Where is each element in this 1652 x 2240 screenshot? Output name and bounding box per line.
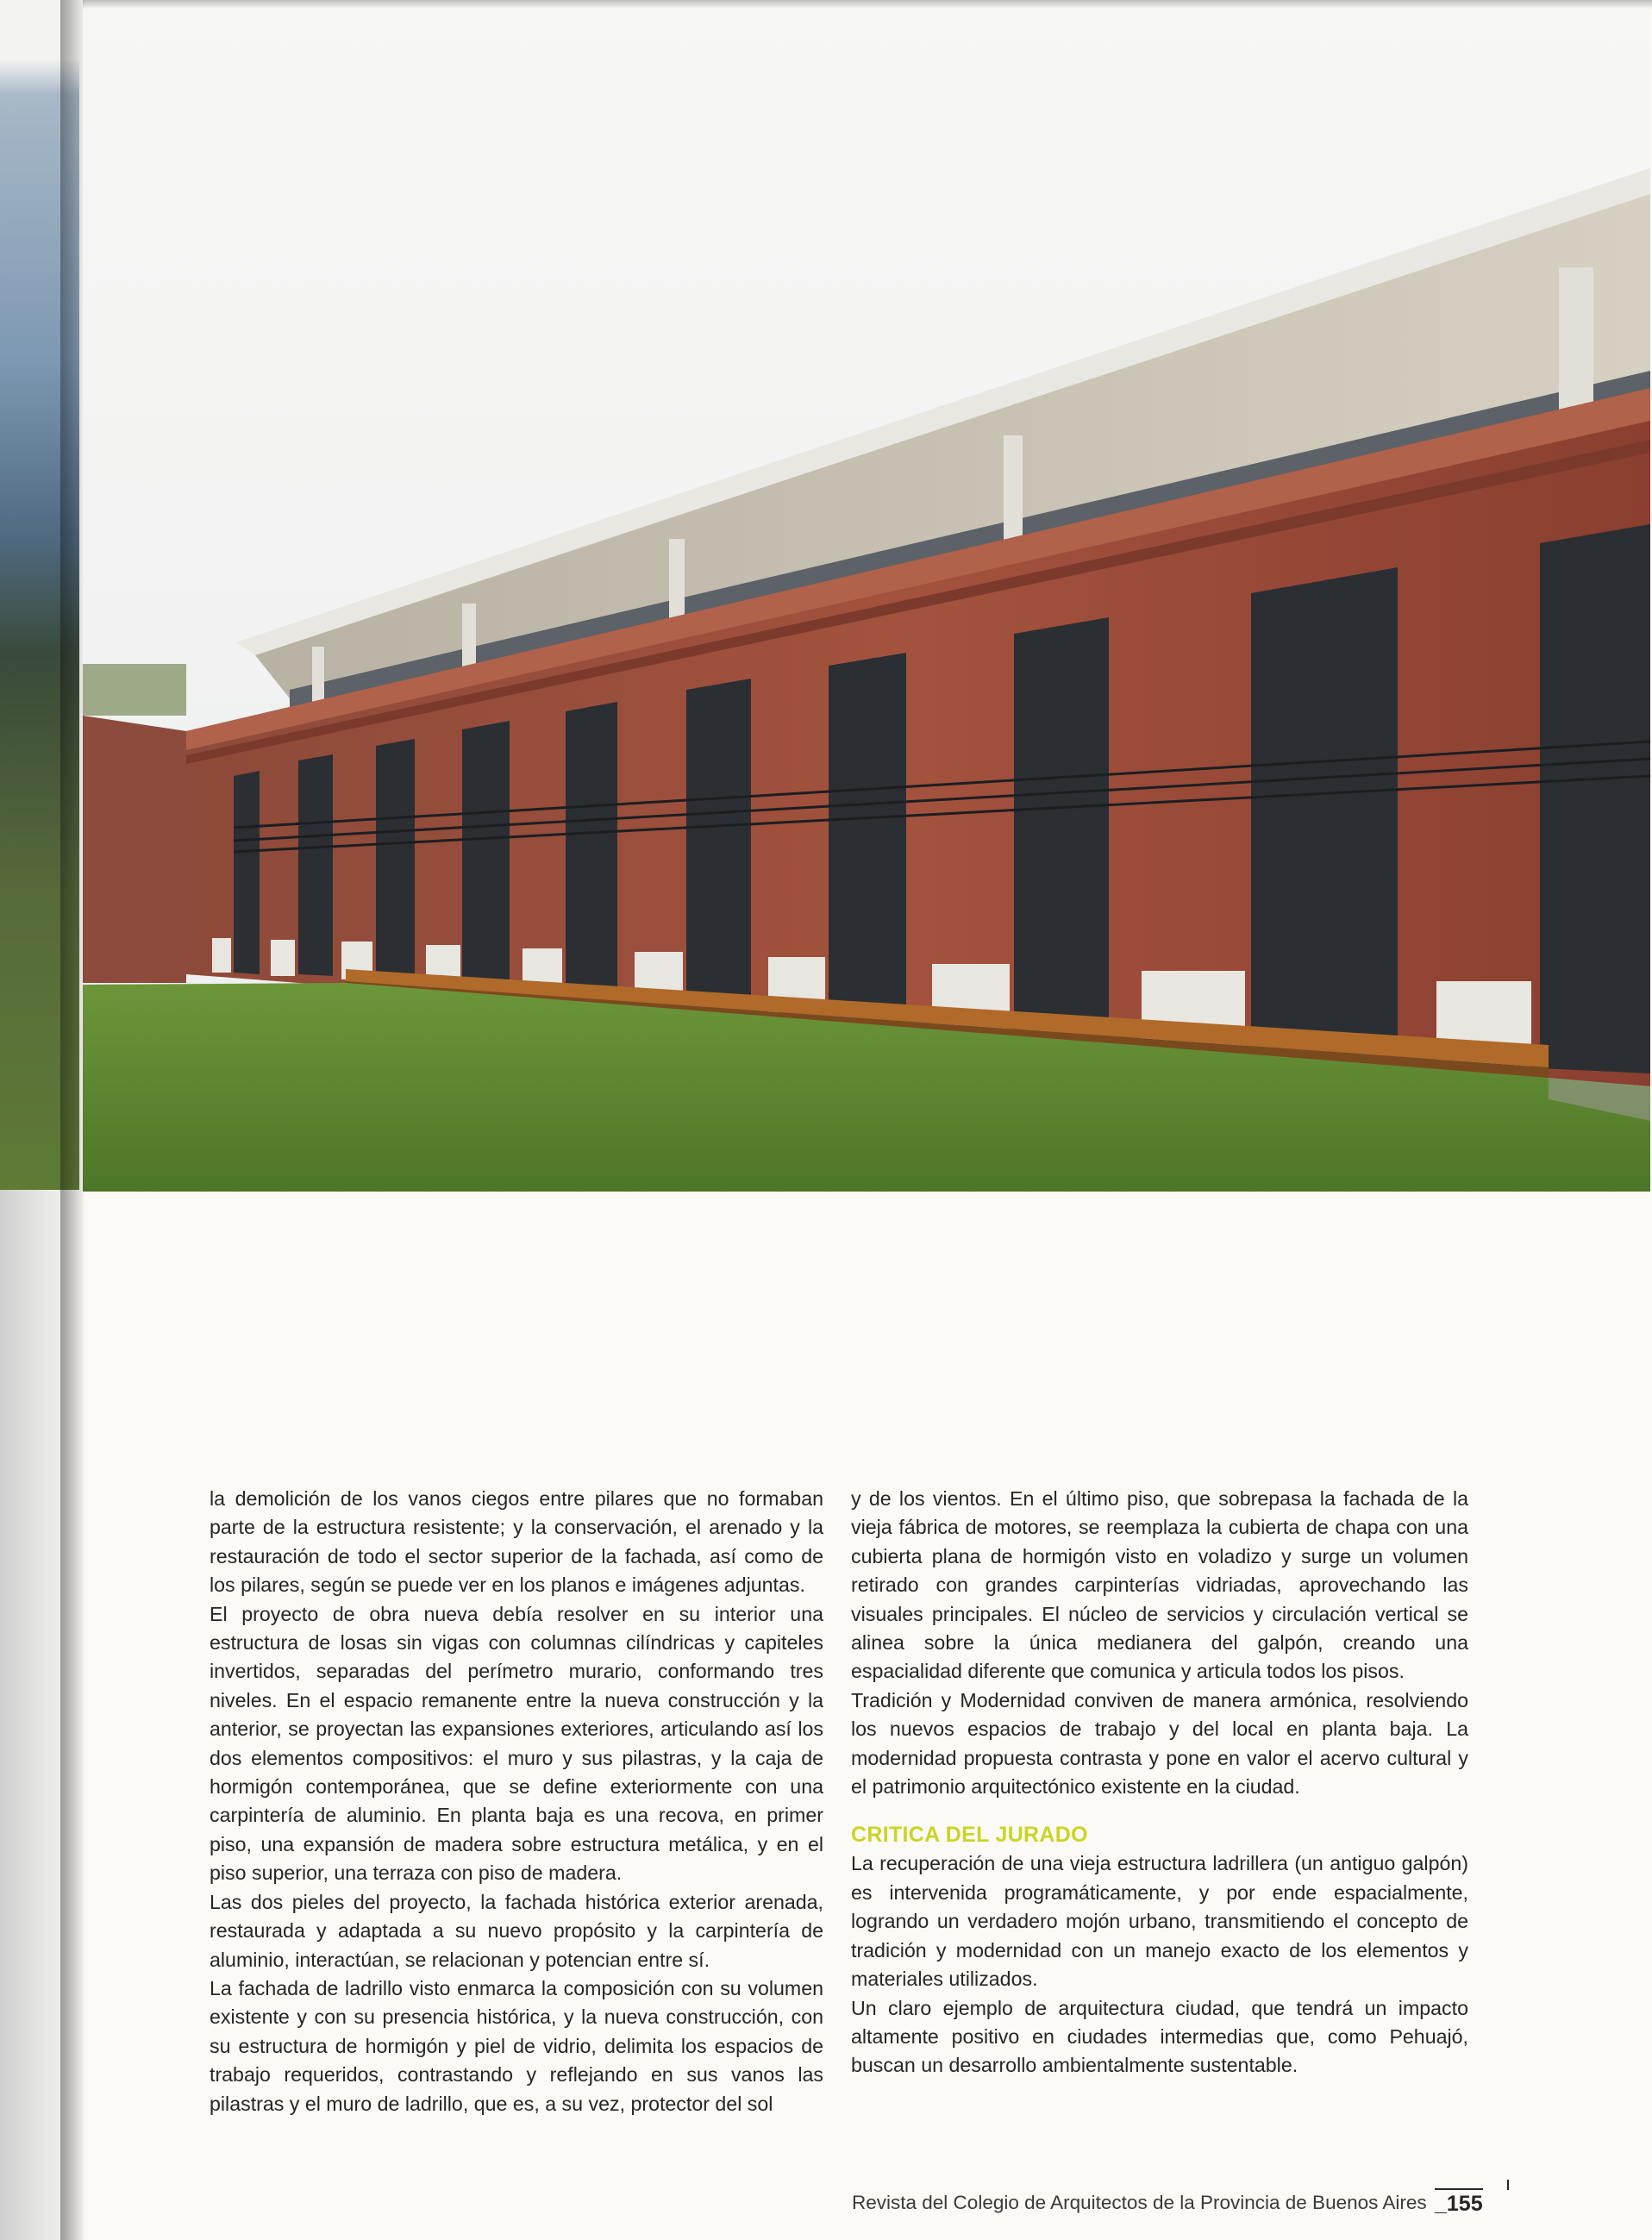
paragraph: La recuperación de una vieja estructura ladrillera (un antiguo galpón) es intervenida programáticamente, y por ende espacialmente, logrando un verdadero mojón urbano, transmitiendo el concepto de tradición y modernidad con un manejo exacto de los elementos y materiales utilizados. <box>851 1852 1468 1991</box>
building-illustration <box>83 9 1650 1192</box>
corner-mark <box>1507 2180 1509 2190</box>
paragraph: Un claro ejemplo de arquitectura ciudad, que tendrá un impacto altamente positivo en ciudades intermedias que, como Pehuajó, buscan un desarrollo ambientalmente sustentable. <box>851 1996 1468 2077</box>
page-gutter <box>0 0 83 2240</box>
paragraph: La fachada de ladrillo visto enmarca la composición con su volumen existente y con su presencia histórica, y la nueva construcción, con su estructura de hormigón y piel de vidrio, delimita los espacios de trabajo requeridos, contrastando y reflejando en sus vanos las pilastras y el muro de ladrillo, que es, a su vez, protector del sol <box>210 1976 823 2115</box>
paragraph: la demolición de los vanos ciegos entre pilares que no formaban parte de la estructura resistente; y la conservación, el arenado y la restauración de todo el sector superior de la fachada, así como de los pilares, según se puede ver en los planos e imágenes adjuntas. <box>210 1487 823 1597</box>
section-heading: CRITICA DEL JURADO <box>851 1823 1088 1848</box>
page-footer <box>852 2188 1507 2223</box>
publication-name: Revista del Colegio de Arquitectos de la Provincia de Buenos Aires <box>852 2192 1427 2213</box>
trees <box>83 664 186 716</box>
text-column-left <box>210 1485 823 2118</box>
page-top-edge <box>0 0 1652 9</box>
left-building <box>83 716 186 983</box>
page-number: _155 <box>1435 2188 1483 2217</box>
paragraph: Tradición y Modernidad conviven de manera armónica, resolviendo los nuevos espacios de trabajo y del local en planta baja. La modernidad propuesta contrasta y pone en valor el acervo cultural y el patrimonio arquitectónico existente en la ciudad. <box>851 1688 1468 1799</box>
paragraph: Las dos pieles del proyecto, la fachada histórica exterior arenada, restaurada y adaptada a su nuevo propósito y la carpintería de aluminio, interactúan, se relacionan y potencian entre sí. <box>210 1890 823 1971</box>
paragraph: y de los vientos. En el último piso, que sobrepasa la fachada de la vieja fábrica de motores, se reemplaza la cubierta de chapa con una cubierta plana de hormigón visto en voladizo y surge un volumen retirado con grandes carpinterías vidriadas, aprovechando las visuales principales. El núcleo de servicios y circulación vertical se alinea sobre la única medianera del galpón, creando una espacialidad diferente que comunica y articula todos los pisos. <box>851 1487 1468 1683</box>
text-column-right <box>851 1485 1468 2080</box>
building-photo <box>83 9 1650 1192</box>
paragraph: El proyecto de obra nueva debía resolver en su interior una estructura de losas sin vigas con columnas cilíndricas y capiteles invertidos, separadas del perímetro murario, conformando tres niveles. En el espacio remanente entre la nueva construcción y la anterior, se proyectan las expansiones exteriores, articulando así los dos elementos compositivos: el muro y sus pilastras, y la caja de hormigón contemporánea, que se define exteriormente con una carpintería de aluminio. En planta baja es una recova, en primer piso, una expansión de madera sobre estructura metálica, y en el piso superior, una terraza con piso de madera. <box>210 1602 823 1885</box>
